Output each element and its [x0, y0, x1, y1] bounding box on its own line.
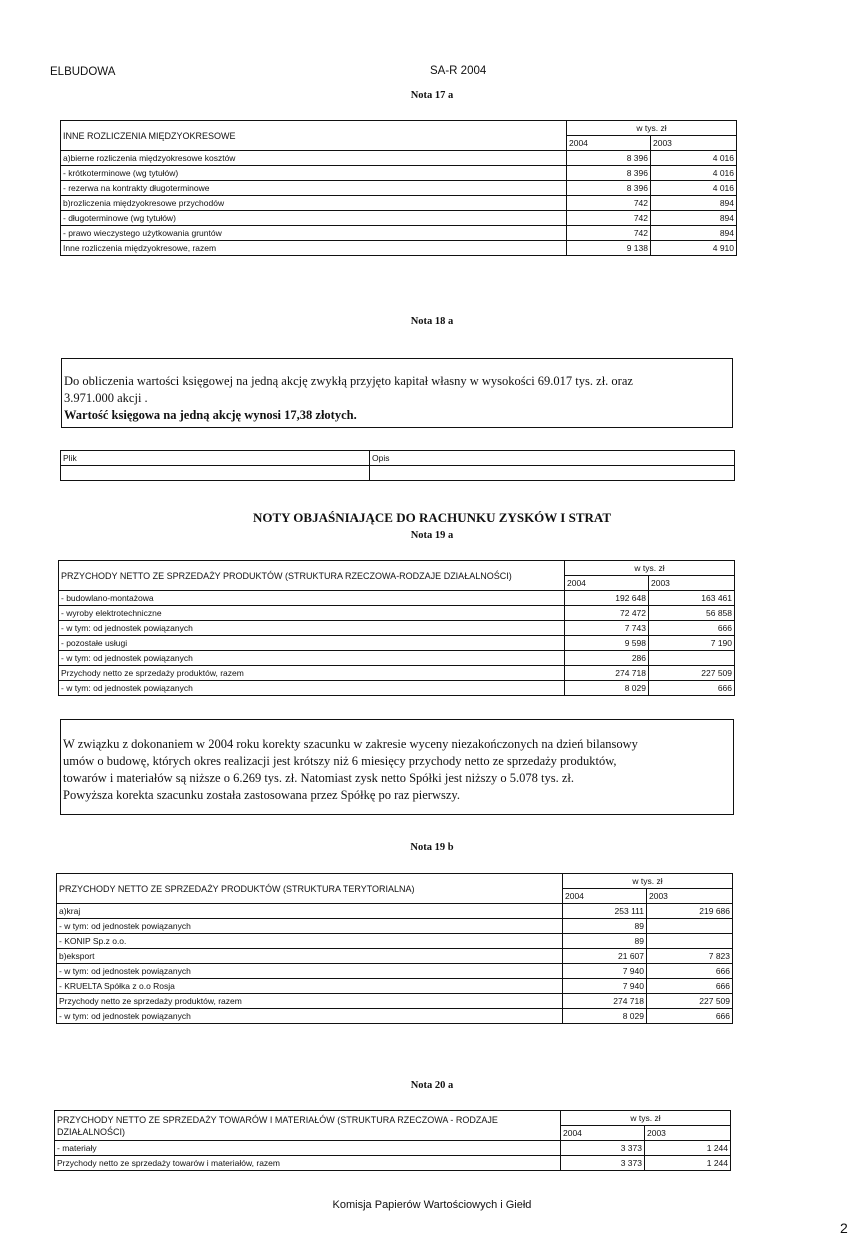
row-label: Inne rozliczenia międzyokresowe, razem [61, 241, 567, 256]
row-value-2004: 8 396 [567, 151, 651, 166]
row-value-2004: 7 743 [565, 621, 649, 636]
row-value-2004: 7 940 [563, 964, 647, 979]
row-value-2003: 666 [647, 979, 733, 994]
row-value-2004: 742 [567, 211, 651, 226]
table-17a-title: INNE ROZLICZENIA MIĘDZYOKRESOWE [61, 121, 567, 151]
row-value-2003: 894 [651, 211, 737, 226]
file-table-plik-header: Plik [61, 451, 370, 466]
note-18a-title: Nota 18 a [410, 316, 454, 327]
table-19a-year-2003: 2003 [649, 576, 735, 591]
table-row [61, 211, 737, 226]
note-19a-text-box [60, 719, 734, 815]
row-value-2004: 3 373 [561, 1156, 645, 1171]
row-value-2003: 4 016 [651, 181, 737, 196]
row-value-2004: 274 718 [563, 994, 647, 1009]
table-row [57, 934, 733, 949]
row-value-2004: 72 472 [565, 606, 649, 621]
table-20a-year-2004: 2004 [561, 1126, 645, 1141]
row-label: - prawo wieczystego użytkowania gruntów [61, 226, 567, 241]
note-18a-text-box [61, 358, 733, 428]
table-20a-year-2003: 2003 [645, 1126, 731, 1141]
note-20a-title: Nota 20 a [410, 1080, 454, 1091]
row-value-2003: 4 910 [651, 241, 737, 256]
row-value-2003: 163 461 [649, 591, 735, 606]
page-number: 2 [840, 1220, 848, 1236]
note-19a-title: Nota 19 a [410, 530, 454, 541]
file-table-opis-header: Opis [370, 451, 735, 466]
note-19a-line-1: W związku z dokonaniem w 2004 roku korekty szacunku w zakresie wyceny niezakończonych na dzień bilansowy [63, 737, 638, 751]
row-value-2003: 56 858 [649, 606, 735, 621]
row-value-2004: 274 718 [565, 666, 649, 681]
table-row [57, 949, 733, 964]
row-value-2003 [647, 919, 733, 934]
section-title: NOTY OBJAŚNIAJĄCE DO RACHUNKU ZYSKÓW I STRAT [252, 510, 612, 525]
file-table-empty-cell [61, 466, 370, 481]
table-row [55, 1141, 731, 1156]
table-row [61, 151, 737, 166]
row-value-2004: 7 940 [563, 979, 647, 994]
table-17a-year-2004: 2004 [567, 136, 651, 151]
note-19a-line-4: Powyższa korekta szacunku została zastosowana przez Spółkę po raz pierwszy. [63, 788, 460, 802]
row-value-2003: 666 [647, 964, 733, 979]
row-label: Przychody netto ze sprzedaży produktów, razem [59, 666, 565, 681]
row-label: Przychody netto ze sprzedaży towarów i materiałów, razem [55, 1156, 561, 1171]
row-label: - KONIP Sp.z o.o. [57, 934, 563, 949]
table-row [61, 166, 737, 181]
note-17a-title: Nota 17 a [410, 90, 454, 101]
row-label: - rezerwa na kontrakty długoterminowe [61, 181, 567, 196]
row-label: - pozostałe usługi [59, 636, 565, 651]
table-row [57, 1009, 733, 1024]
table-row [61, 196, 737, 211]
row-label: - KRUELTA Spółka z o.o Rosja [57, 979, 563, 994]
table-17a [60, 120, 737, 256]
table-row [57, 919, 733, 934]
row-value-2003: 1 244 [645, 1141, 731, 1156]
table-19b-unit: w tys. zł [563, 874, 733, 889]
table-row [57, 964, 733, 979]
row-value-2003: 227 509 [647, 994, 733, 1009]
row-value-2003: 1 244 [645, 1156, 731, 1171]
row-value-2003: 227 509 [649, 666, 735, 681]
note-19a-line-2: umów o budowę, których okres realizacji jest krótszy niż 6 miesięcy przychody netto ze sprzedaży produktów, [63, 754, 617, 768]
row-label: - krótkoterminowe (wg tytułów) [61, 166, 567, 181]
table-19b-title: PRZYCHODY NETTO ZE SPRZEDAŻY PRODUKTÓW (STRUKTURA TERYTORIALNA) [57, 874, 563, 904]
table-row [57, 994, 733, 1009]
row-value-2004: 742 [567, 226, 651, 241]
row-label: - wyroby elektrotechniczne [59, 606, 565, 621]
row-label: a)bierne rozliczenia międzyokresowe kosztów [61, 151, 567, 166]
table-row [59, 666, 735, 681]
table-row [57, 979, 733, 994]
row-value-2003: 666 [649, 621, 735, 636]
row-value-2003 [647, 934, 733, 949]
row-value-2003: 219 686 [647, 904, 733, 919]
row-value-2003: 4 016 [651, 166, 737, 181]
table-19b-year-2004: 2004 [563, 889, 647, 904]
row-value-2004: 742 [567, 196, 651, 211]
row-label: - w tym: od jednostek powiązanych [59, 651, 565, 666]
row-label: - w tym: od jednostek powiązanych [57, 919, 563, 934]
row-label: Przychody netto ze sprzedaży produktów, razem [57, 994, 563, 1009]
table-19b [56, 873, 733, 1024]
row-value-2003: 666 [647, 1009, 733, 1024]
row-value-2004: 9 138 [567, 241, 651, 256]
footer: Komisja Papierów Wartościowych i Giełd [332, 1199, 532, 1211]
table-row [61, 241, 737, 256]
row-value-2003: 666 [649, 681, 735, 696]
table-20a-unit: w tys. zł [561, 1111, 731, 1126]
table-row [59, 636, 735, 651]
row-value-2004: 253 111 [563, 904, 647, 919]
note-18a-line-3: Wartość księgowa na jedną akcję wynosi 17,38 złotych. [64, 408, 357, 422]
table-row [61, 181, 737, 196]
row-label: - w tym: od jednostek powiązanych [59, 681, 565, 696]
table-20a [54, 1110, 731, 1171]
table-row [59, 621, 735, 636]
table-19a-title: PRZYCHODY NETTO ZE SPRZEDAŻY PRODUKTÓW (STRUKTURA RZECZOWA-RODZAJE DZIAŁALNOŚCI) [59, 561, 565, 591]
report-code: SA-R 2004 [430, 65, 487, 77]
row-value-2003 [649, 651, 735, 666]
row-label: b)eksport [57, 949, 563, 964]
table-row [59, 681, 735, 696]
row-value-2004: 8 029 [565, 681, 649, 696]
row-value-2003: 894 [651, 196, 737, 211]
row-value-2003: 7 823 [647, 949, 733, 964]
row-label: a)kraj [57, 904, 563, 919]
table-row [59, 651, 735, 666]
row-value-2004: 286 [565, 651, 649, 666]
table-row [59, 591, 735, 606]
table-row [55, 1156, 731, 1171]
row-value-2004: 8 396 [567, 181, 651, 196]
table-19a-unit: w tys. zł [565, 561, 735, 576]
row-label: - materiały [55, 1141, 561, 1156]
row-value-2004: 9 598 [565, 636, 649, 651]
row-label: - długoterminowe (wg tytułów) [61, 211, 567, 226]
row-value-2004: 3 373 [561, 1141, 645, 1156]
row-label: b)rozliczenia międzyokresowe przychodów [61, 196, 567, 211]
note-18a-line-1: Do obliczenia wartości księgowej na jedną akcję zwykłą przyjęto kapitał własny w wysokości 69.017 tys. zł. oraz [64, 374, 633, 388]
table-row [57, 904, 733, 919]
table-19a-year-2004: 2004 [565, 576, 649, 591]
company-name: ELBUDOWA [50, 66, 116, 78]
row-value-2003: 894 [651, 226, 737, 241]
table-19b-year-2003: 2003 [647, 889, 733, 904]
file-table [60, 450, 735, 481]
row-value-2004: 89 [563, 934, 647, 949]
table-17a-unit: w tys. zł [567, 121, 737, 136]
table-row [59, 606, 735, 621]
table-20a-title: PRZYCHODY NETTO ZE SPRZEDAŻY TOWARÓW I MATERIAŁÓW (STRUKTURA RZECZOWA - RODZAJE DZIAŁALNOŚCI) [55, 1111, 561, 1141]
row-value-2004: 21 607 [563, 949, 647, 964]
row-value-2004: 89 [563, 919, 647, 934]
table-row [61, 226, 737, 241]
note-19a-line-3: towarów i materiałów są niższe o 6.269 tys. zł. Natomiast zysk netto Spółki jest niższy o 5.078 tys. zł. [63, 771, 575, 785]
row-value-2003: 7 190 [649, 636, 735, 651]
row-value-2003: 4 016 [651, 151, 737, 166]
row-label: - budowlano-montażowa [59, 591, 565, 606]
table-19a [58, 560, 735, 696]
file-table-empty-cell [370, 466, 735, 481]
table-17a-year-2003: 2003 [651, 136, 737, 151]
row-label: - w tym: od jednostek powiązanych [59, 621, 565, 636]
note-18a-line-2: 3.971.000 akcji . [64, 391, 148, 405]
row-label: - w tym: od jednostek powiązanych [57, 964, 563, 979]
row-label: - w tym: od jednostek powiązanych [57, 1009, 563, 1024]
row-value-2004: 192 648 [565, 591, 649, 606]
note-19b-title: Nota 19 b [410, 842, 454, 853]
row-value-2004: 8 029 [563, 1009, 647, 1024]
row-value-2004: 8 396 [567, 166, 651, 181]
